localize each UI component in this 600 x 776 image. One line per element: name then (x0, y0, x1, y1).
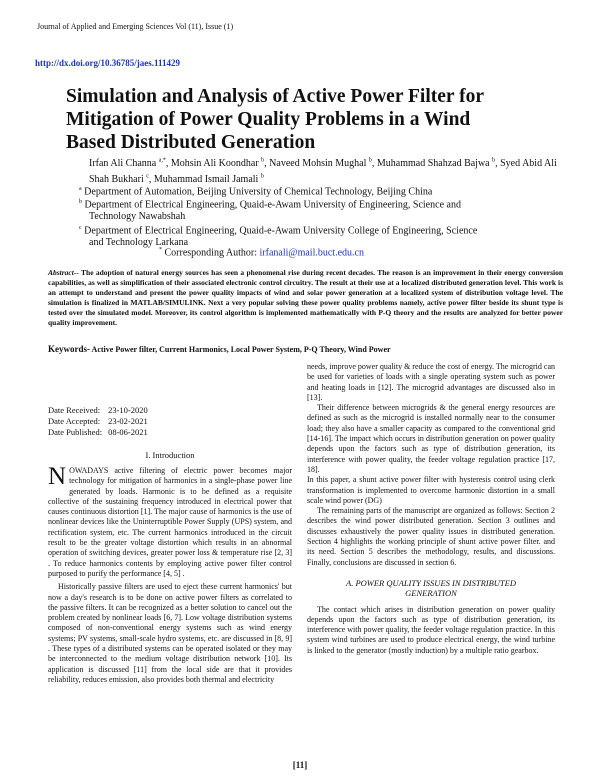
doi-link[interactable]: http://dx.doi.org/10.36785/jaes.111429 (35, 58, 181, 68)
affiliation-c: $^c$ Department of Electrical Engineering, Quaid-e-Awam University College of Engineering, Science and Technology Larkana (79, 225, 478, 249)
paragraph: Historically passive filters are used to eject these current harmonics' but now a day's research is to be done on active power filters as correlated to the passive filters. It can be recognized as a better solution to cancel out the problem created by nonlinear loads [6, 7]. Low voltage distribution systems composed of non-conventional energy systems such as wind energy systems; PV systems, small-scale hydro systems, etc. are discussed in [8, 9] . These types of a distributed systems can be operated isolated or they may be interconnected to the medium voltage distribution network [10]. Its application is discussed [11] from the local side are that it provides reliability, reduces emission, also provides both thermal and electricity (48, 582, 292, 684)
paragraph: The remaining parts of the manuscript are organized as follows: Section 2 describes the wind power distributed generation. Section 3 outlines and discusses exhaustively the power quality issues in distributed generation. Section 4 highlights the working principle of shunt active power filter. and its need. Section 5 describes the methodology, results, and discussions. Finally, conclusions are discussed in section 6. (307, 506, 555, 567)
abstract-label: Abstract-- (48, 268, 79, 277)
author: Irfan Ali Channa $^{a,*}$, (89, 158, 171, 170)
paragraph: The contact which arises in distribution generation on power quality depends upon the factors such as type of distribution generation, its interference with power quality, the feeder voltage regulation practice. In this system wind turbines are used to produce electrical energy, the wind turbine is linked to the generator (mostly induction) by a multiple ratio gearbox. (307, 604, 555, 655)
paper-title (66, 85, 556, 154)
abstract-text: The adoption of natural energy sources has seen a phenomenal rise during recent decades. The reason is an improvement in their energy conversion capabilities, as well as simplification of their associated electronic control circuitry. The result at their use at a localized distributed generation level. This work is an attempt to understand and present the power quality impacts of wind and solar power generation at a localized system of distribution voltage level. The simulation is finalized in MATLAB/SIMULINK. Next a very popular solving these power quality problems namely, active power filter beside its shunt type is tested over the simulated model. Moreover, its control algorithm is implemented mathematically with P-Q theory and the results are analyzed for better power quality improvement. (48, 268, 563, 327)
corresponding-author: * Corresponding Author: irfanali@mail.buct.edu.cn (159, 247, 364, 259)
page-number: [11] (292, 760, 308, 770)
paragraph: NOWADAYS active filtering of electric power becomes major technology for mitigation of harmonics in a single-phase power line generated by loads. Harmonic is to be defined as a requisite collective of the sustaining frequency introduced in electrical power that causes continuous distortion [1]. The major cause of harmonics is the use of nonlinear devices like the Uninterruptible Power Supply (UPS) system, and rectification system, etc. The current harmonics introduced in the circuit result to be the greater voltage distortion which results in an abnormal operation of switching devices, greater power loss & temperature rise [2, 3] . To reduce harmonics contents by employing active power filter control purposed to purify the performance [4, 5] . (48, 463, 292, 578)
date-row: Date Published: 08-06-2021 (48, 427, 148, 437)
paragraph: Their difference between microgrids & the general energy resources are defined as such as the microgrid is installed normally near to the consumer load; they also have a smaller capacity as compared to the conventional grid [14-16]. The impact which occurs in distribution generation on power quality depends upon the factors such as type of distribution generation, its interference with power quality, the feeder voltage regulation practice [17, 18]. (307, 403, 555, 474)
keywords (48, 344, 563, 354)
paragraph: In this paper, a shunt active power filter with hysteresis control using clerk transformation is implemented to overcome harmonic distortion in a small scale wind power (DG) (307, 475, 555, 505)
author: Muhammad Ismail Jamali $^b$ (153, 173, 264, 186)
paragraph: needs, improve power quality & reduce the cost of energy. The microgrid can be used for varieties of loads with a single operating system such as power and heating loads in [12]. The microgrid advantages are discussed also in [13]. (307, 362, 555, 402)
right-column (307, 362, 555, 656)
keywords-text: Active Power filter, Current Harmonics, Local Power System, P-Q Theory, Wind Power (90, 345, 391, 354)
title-line-2: Mitigation of Power Quality Problems in a Wind (66, 109, 471, 130)
keywords-label: Keywords- (48, 344, 90, 354)
title-line-3: Based Distributed Generation (66, 132, 316, 153)
author: Syed Abid Ali Shah Bukhari $^c$, (89, 158, 557, 186)
author: Naveed Mohsin Mughal $^b$, (269, 158, 377, 170)
email-link[interactable]: irfanali@mail.buct.edu.cn (259, 247, 364, 259)
date-row: Date Accepted: 23-02-2021 (48, 416, 148, 426)
date-row: Date Received: 23-10-2020 (48, 405, 148, 415)
drop-cap: N (48, 463, 67, 490)
section-heading-introduction: I. Introduction (145, 450, 195, 460)
subsection-heading: A. POWER QUALITY ISSUES IN DISTRIBUTED GENERATION (346, 577, 516, 599)
author: Mohsin Ali Koondhar $^b$, (170, 158, 270, 170)
title-line-1: Simulation and Analysis of Active Power Filter for (66, 86, 484, 107)
affiliation-b: $^b$ Department of Electrical Engineering, Quaid-e-Awam University of Engineering, Science and Technology Nawabshah (79, 199, 461, 223)
journal-header: Journal of Applied and Emerging Sciences Vol (11), Issue (1) (37, 22, 234, 31)
author: Muhammad Shahzad Bajwa $^b$, (376, 158, 501, 170)
left-column (48, 463, 292, 685)
abstract (48, 268, 563, 328)
affiliation-a: $^a$ Department of Automation, Beijing University of Chemical Technology, Beijing China (79, 186, 433, 198)
author-list (89, 155, 559, 187)
date-table (48, 405, 154, 438)
